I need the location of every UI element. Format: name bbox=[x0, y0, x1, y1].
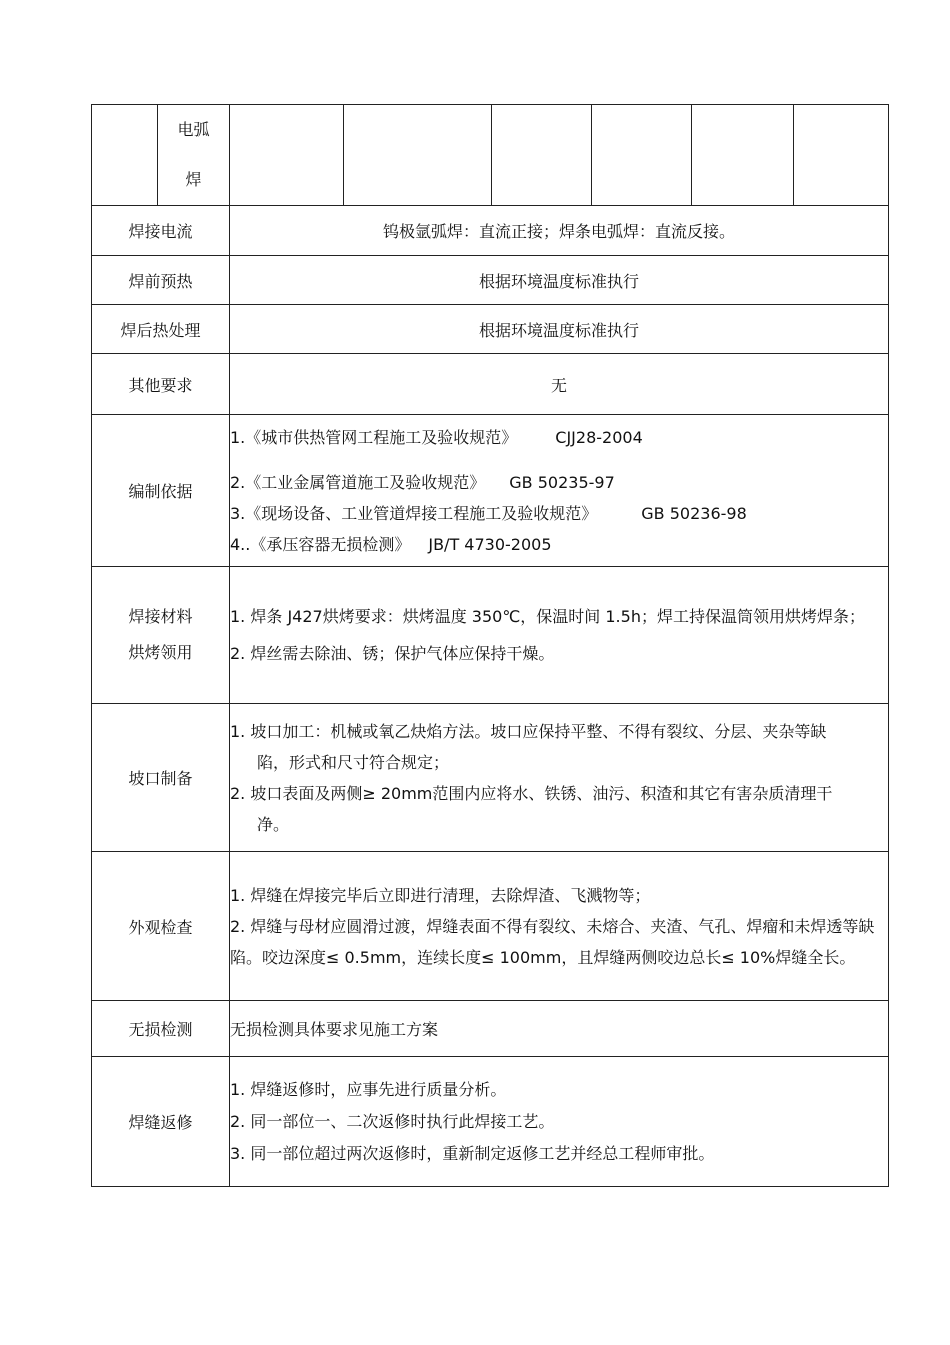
material-item: 1. 焊条 J427烘烤要求：烘烤温度 350℃，保温时间 1.5h；焊工持保温筒领用烘烤焊条； bbox=[230, 607, 865, 626]
appearance-item: 2. 焊缝与母材应圆滑过渡，焊缝表面不得有裂纹、未熔合、夹渣、气孔、焊瘤和未焊透等缺陷。咬边深度≤ 0.5mm，连续长度≤ 100mm，且焊缝两侧咬边总长≤ 10%焊缝全长。 bbox=[230, 916, 875, 967]
other-row bbox=[92, 354, 889, 415]
basis-item bbox=[230, 467, 888, 498]
basis-item-name: 3.《现场设备、工业管道焊接工程施工及验收规范》 bbox=[230, 503, 598, 523]
appearance-item: 1. 焊缝在焊接完毕后立即进行清理，去除焊渣、飞溅物等； bbox=[230, 885, 651, 905]
blank-cell bbox=[344, 105, 492, 206]
groove-item: 1. 坡口加工：机械或氧乙炔焰方法。坡口应保持平整、不得有裂纹、分层、夹杂等缺陷，形式和尺寸符合规定； bbox=[230, 721, 827, 772]
appearance-row bbox=[92, 852, 889, 1001]
blank-cell bbox=[794, 105, 889, 206]
repair-item: 3. 同一部位超过两次返修时，重新制定返修工艺并经总工程师审批。 bbox=[230, 1143, 715, 1163]
basis-item-name: 2.《工业金属管道施工及验收规范》 bbox=[230, 472, 486, 492]
repair-row bbox=[92, 1057, 889, 1187]
groove-list bbox=[230, 704, 889, 852]
material-row bbox=[92, 567, 889, 704]
postheat-value: 根据环境温度标准执行 bbox=[230, 305, 889, 354]
appearance-list bbox=[230, 852, 889, 1001]
basis-item-code: CJJ28-2004 bbox=[555, 427, 643, 447]
other-label: 其他要求 bbox=[92, 354, 230, 415]
preheat-label: 焊前预热 bbox=[92, 256, 230, 305]
groove-row bbox=[92, 704, 889, 852]
material-label-line1: 焊接材料 bbox=[128, 607, 193, 626]
arc-weld-row bbox=[92, 105, 889, 206]
repair-list bbox=[230, 1057, 889, 1187]
basis-item-name: 1.《城市供热管网工程施工及验收规范》 bbox=[230, 427, 518, 447]
arc-weld-label-line1: 电弧 bbox=[177, 120, 210, 139]
arc-weld-label bbox=[158, 105, 230, 206]
blank-cell bbox=[230, 105, 344, 206]
material-list bbox=[230, 567, 889, 704]
basis-list bbox=[230, 415, 889, 567]
blank-cell bbox=[692, 105, 794, 206]
current-row bbox=[92, 206, 889, 256]
basis-item bbox=[230, 529, 888, 560]
basis-item-name: 4..《承压容器无损检测》 bbox=[230, 534, 411, 554]
basis-item-code: JB/T 4730-2005 bbox=[428, 534, 552, 554]
repair-item: 1. 焊缝返修时，应事先进行质量分析。 bbox=[230, 1079, 507, 1099]
blank-cell bbox=[492, 105, 592, 206]
groove-label: 坡口制备 bbox=[92, 704, 230, 852]
basis-item-code: GB 50235-97 bbox=[509, 472, 615, 492]
current-label: 焊接电流 bbox=[92, 206, 230, 256]
other-value: 无 bbox=[230, 354, 889, 415]
groove-item: 2. 坡口表面及两侧≥ 20mm范围内应将水、铁锈、油污、积渣和其它有害杂质清理干净。 bbox=[230, 783, 833, 834]
postheat-label: 焊后热处理 bbox=[92, 305, 230, 354]
basis-item bbox=[230, 498, 888, 529]
material-item: 2. 焊丝需去除油、锈；保护气体应保持干燥。 bbox=[230, 644, 555, 663]
arc-weld-label-line2: 焊 bbox=[185, 170, 202, 189]
blank-cell bbox=[92, 105, 158, 206]
ndt-label: 无损检测 bbox=[92, 1001, 230, 1057]
material-label bbox=[92, 567, 230, 704]
material-label-line2: 烘烤领用 bbox=[128, 643, 193, 662]
appearance-label: 外观检查 bbox=[92, 852, 230, 1001]
basis-item bbox=[230, 422, 888, 453]
basis-item-code: GB 50236-98 bbox=[641, 503, 747, 523]
ndt-value: 无损检测具体要求见施工方案 bbox=[230, 1001, 889, 1057]
postheat-row bbox=[92, 305, 889, 354]
blank-cell bbox=[592, 105, 692, 206]
ndt-row bbox=[92, 1001, 889, 1057]
preheat-value: 根据环境温度标准执行 bbox=[230, 256, 889, 305]
basis-label: 编制依据 bbox=[92, 415, 230, 567]
current-value: 钨极氩弧焊：直流正接；焊条电弧焊：直流反接。 bbox=[230, 206, 889, 256]
repair-item: 2. 同一部位一、二次返修时执行此焊接工艺。 bbox=[230, 1111, 555, 1131]
repair-label: 焊缝返修 bbox=[92, 1057, 230, 1187]
welding-procedure-table bbox=[91, 104, 889, 1187]
preheat-row bbox=[92, 256, 889, 305]
basis-row bbox=[92, 415, 889, 567]
